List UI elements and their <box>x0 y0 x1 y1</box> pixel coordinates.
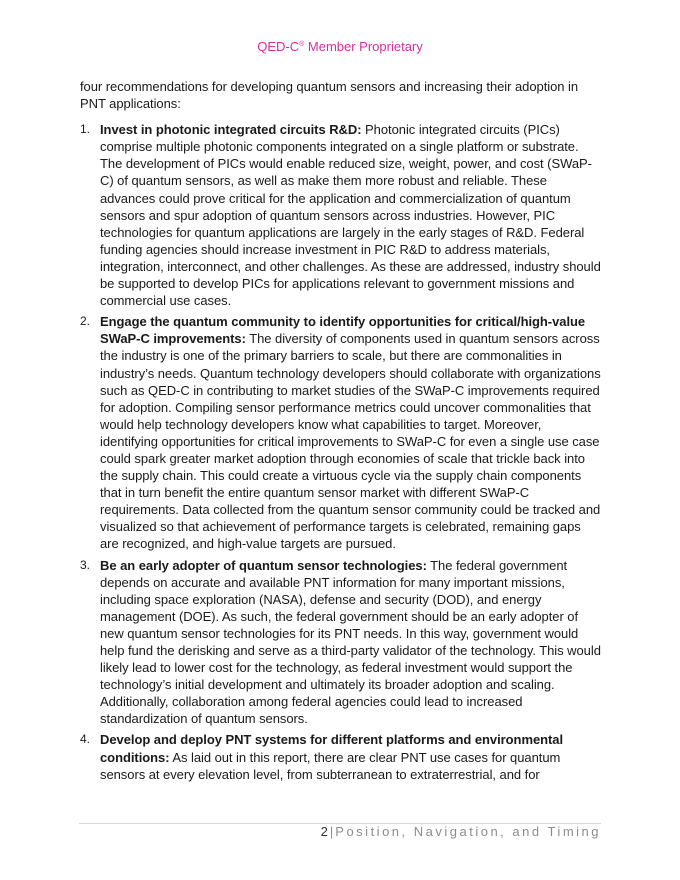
item-number: 3. <box>80 557 90 572</box>
item-title: Invest in photonic integrated circuits R&D: <box>100 122 362 138</box>
item-number: 2. <box>80 314 90 329</box>
item-title: Develop and deploy PNT systems for different platforms and environmental conditions: <box>100 732 564 765</box>
recommendation-item <box>80 557 602 728</box>
footer-title: Position, Navigation, and Timing <box>335 824 601 839</box>
header-org: QED-C <box>257 39 300 54</box>
item-number: 1. <box>80 122 90 137</box>
page-footer <box>79 824 601 839</box>
item-number: 4. <box>80 732 90 747</box>
recommendation-item <box>80 731 602 782</box>
page-body <box>80 78 602 787</box>
item-body: The federal government depends on accurate and available PNT information for many important missions, including space exploration (NASA), defense and security (DOD), and energy management (DOE). As such, the federal government should be an early adopter of new quantum sensor technologies for its PNT needs. In this way, government would help fund the derisking and serve as a third-party validator of the technology. This would likely lead to lower cost for the technology, as federal investment would support the technology’s initial development and ultimately its broader adoption and scaling. Additionally, collaboration among federal agencies could lead to increased standardization of quantum sensors. <box>100 557 601 727</box>
intro-paragraph: four recommendations for developing quantum sensors and increasing their adoption in PNT applications: <box>80 79 579 112</box>
header-label: Member Proprietary <box>304 39 423 54</box>
recommendation-item <box>80 313 602 552</box>
item-title: Engage the quantum community to identify opportunities for critical/high-value SWaP-C improvements: <box>100 314 586 347</box>
page-number: 2 <box>320 824 328 839</box>
proprietary-header <box>0 39 680 54</box>
recommendations-list <box>80 121 602 783</box>
footer-separator: | <box>329 824 334 839</box>
registered-mark: ® <box>299 41 305 48</box>
item-body: As laid out in this report, there are clear PNT use cases for quantum sensors at every elevation level, from subterranean to extraterrestrial, and for <box>100 749 561 782</box>
recommendation-item <box>80 121 602 309</box>
item-title: Be an early adopter of quantum sensor technologies: <box>100 557 427 573</box>
item-body: Photonic integrated circuits (PICs) comprise multiple photonic components integrated on a single platform or substrate. The development of PICs would enable reduced size, weight, power, and cost (SWaP-C) of quantum sensors, as well as make them more robust and reliable. These advances could prove critical for the application and commercialization of quantum sensors and spur adoption of quantum sensors across industries. However, PIC technologies for quantum applications are largely in the early stages of R&D. Federal funding agencies should increase investment in PIC R&D to address materials, integration, interconnect, and other challenges. As these are addressed, industry should be supported to develop PICs for applications relevant to government missions and commercial use cases. <box>100 122 601 309</box>
item-body: The diversity of components used in quantum sensors across the industry is one of the primary barriers to scale, but there are commonalities in industry’s needs. Quantum technology developers should collaborate with organizations such as QED-C in contributing to market studies of the SWaP-C improvements required for adoption. Compiling sensor performance metrics could uncover commonalities that would help technology developers know what capabilities to target. Moreover, identifying opportunities for critical improvements to SWaP-C for even a single use case could spark greater market adoption through economies of scale that trickle back into the supply chain. This could create a virtuous cycle via the supply chain components that in turn benefit the entire quantum sensor market with different SWaP-C requirements. Data collected from the quantum sensor community could be tracked and visualized so that achievement of performance targets is celebrated, remaining gaps are recognized, and high-value targets are pursued. <box>100 331 601 552</box>
